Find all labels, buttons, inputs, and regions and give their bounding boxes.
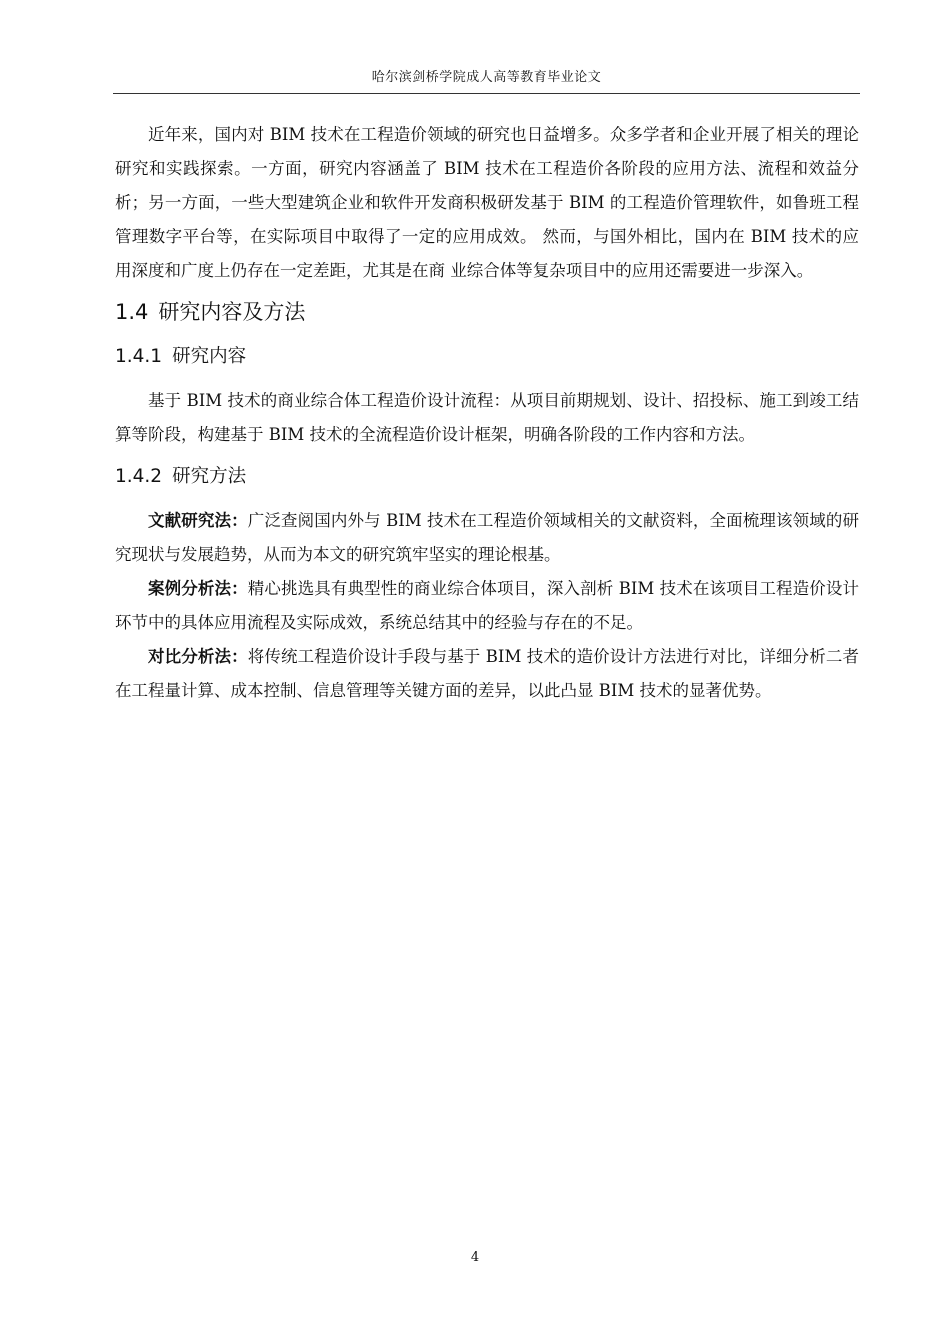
subsection-heading-1-4-1 [115, 340, 859, 374]
subsection-title: 研究方法 [172, 466, 247, 487]
research-content-paragraph: 基于 BIM 技术的商业综合体工程造价设计流程：从项目前期规划、设计、招投标、施工到竣工结算等阶段，构建基于 BIM 技术的全流程造价设计框架，明确各阶段的工作内容和方法。 [115, 391, 859, 444]
method-comparison [115, 640, 859, 708]
method-text: 将传统工程造价设计手段与基于 BIM 技术的造价设计方法进行对比，详细分析二者在工程量计算、成本控制、信息管理等关键方面的差异，以此凸显 BIM 技术的显著优势。 [115, 647, 860, 700]
page-number: 4 [470, 1250, 480, 1265]
method-text: 精心挑选具有典型性的商业综合体项目，深入剖析 BIM 技术在该项目工程造价设计环节中的具体应用流程及实际成效，系统总结其中的经验与存在的不足。 [115, 579, 860, 632]
method-label: 对比分析法： [148, 647, 248, 666]
subsection-number: 1.4.2 [115, 466, 163, 487]
page-header [113, 66, 860, 94]
method-label: 案例分析法： [148, 579, 248, 598]
header-title: 哈尔滨剑桥学院成人高等教育毕业论文 [371, 70, 602, 85]
method-label: 文献研究法： [148, 511, 248, 530]
subsection-title: 研究内容 [172, 346, 247, 367]
section-heading-1-4 [115, 294, 859, 330]
method-case-study [115, 572, 859, 640]
method-literature [115, 504, 859, 572]
section-number: 1.4 [115, 300, 149, 324]
intro-paragraph: 近年来，国内对 BIM 技术在工程造价领域的研究也日益增多。众多学者和企业开展了相关的理论研究和实践探索。一方面，研究内容涵盖了 BIM 技术在工程造价各阶段的应用方法、流程和效益分析；另一方面，一些大型建筑企业和软件开发商积极研发基于 BIM 的工程造价管理软件，如鲁班工程管理数字平台等，在实际项目中取得了一定的应用成效。 然而，与国外相比，国内在 BIM 技术的应用深度和广度上仍存在一定差距，尤其是在商 业综合体等复杂项目中的应用还需要进一步深入。 [115, 125, 859, 280]
page-body [115, 118, 859, 708]
method-text: 广泛查阅国内外与 BIM 技术在工程造价领域相关的文献资料，全面梳理该领域的研究现状与发展趋势，从而为本文的研究筑牢坚实的理论根基。 [115, 511, 860, 564]
subsection-number: 1.4.1 [115, 346, 163, 367]
section-title: 研究内容及方法 [158, 300, 306, 324]
subsection-heading-1-4-2 [115, 460, 859, 494]
